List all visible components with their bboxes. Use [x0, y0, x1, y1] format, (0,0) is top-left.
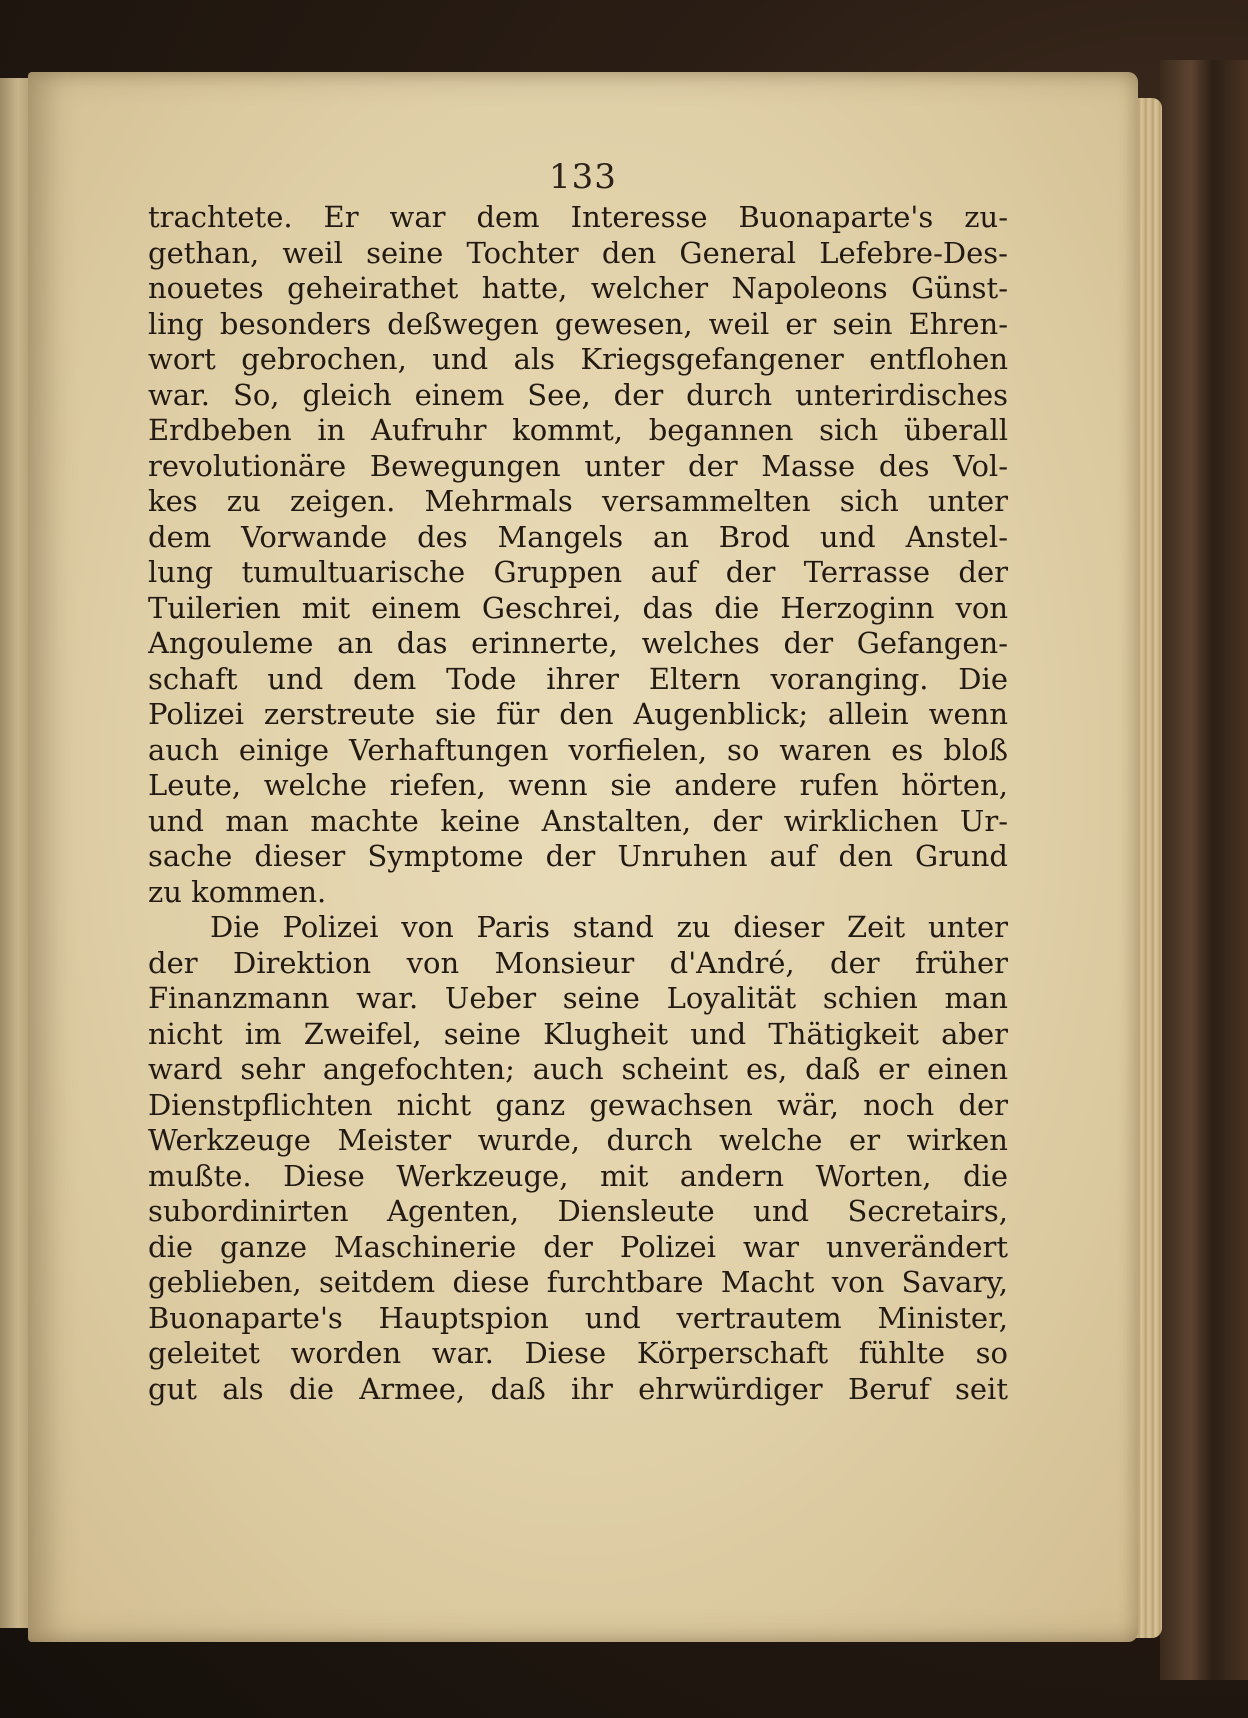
book-page	[28, 72, 1138, 1642]
text-line: der Direktion von Monsieur d'André, der früher	[148, 945, 1008, 980]
text-line: geleitet worden war. Diese Körperschaft fühlte so	[148, 1336, 1008, 1370]
text-line: gut als die Armee, daß ihr ehrwürdiger Beruf seit	[148, 1371, 1008, 1406]
text-line: die ganze Maschinerie der Polizei war unverändert	[148, 1229, 1008, 1264]
text-line: kes zu zeigen. Mehrmals versammelten sich unter	[148, 484, 1008, 518]
text-line: lung tumultuarische Gruppen auf der Terrasse der	[148, 555, 1008, 589]
text-line: Angouleme an das erinnerte, welches der Gefangen-	[148, 626, 1008, 660]
text-line: Finanzmann war. Ueber seine Loyalität schien man	[148, 981, 1008, 1015]
text-line: ling besonders deßwegen gewesen, weil er sein Ehren-	[148, 306, 1008, 341]
text-line: subordinirten Agenten, Diensleute und Secretairs,	[148, 1194, 1008, 1228]
text-line: Erdbeben in Aufruhr kommt, begannen sich überall	[148, 413, 1008, 447]
text-line: Dienstpflichten nicht ganz gewachsen wär, noch der	[148, 1087, 1008, 1122]
text-line: sache dieser Symptome der Unruhen auf den Grund	[148, 839, 1008, 873]
book-cover-edge	[1160, 60, 1248, 1680]
text-line: Werkzeuge Meister wurde, durch welche er wirken	[148, 1123, 1008, 1157]
text-line: ward sehr angefochten; auch scheint es, daß er einen	[148, 1052, 1008, 1086]
text-line: Leute, welche riefen, wenn sie andere rufen hörten,	[148, 768, 1008, 802]
text-line: Buonaparte's Hauptspion und vertrautem Minister,	[148, 1300, 1008, 1335]
page-text	[148, 200, 1008, 1407]
text-line: revolutionäre Bewegungen unter der Masse des Vol-	[148, 448, 1008, 483]
text-line: geblieben, seitdem diese furchtbare Macht von Savary,	[148, 1265, 1008, 1299]
text-line: und man machte keine Anstalten, der wirklichen Ur-	[148, 803, 1008, 838]
text-line: Die Polizei von Paris stand zu dieser Zeit unter	[210, 910, 1008, 944]
text-line: wort gebrochen, und als Kriegsgefangener entflohen	[148, 342, 1008, 376]
text-line: auch einige Verhaftungen vorfielen, so waren es bloß	[148, 732, 1008, 767]
left-page-edge	[0, 78, 30, 1628]
text-line: Polizei zerstreute sie für den Augenblick; allein wenn	[148, 697, 1008, 731]
text-line: zu kommen.	[148, 874, 327, 909]
text-line: trachtete. Er war dem Interesse Buonaparte's zu-	[148, 200, 1008, 234]
text-line: nouetes geheirathet hatte, welcher Napoleons Günst-	[148, 271, 1008, 305]
text-line: dem Vorwande des Mangels an Brod und Anstel-	[148, 519, 1008, 554]
text-line: gethan, weil seine Tochter den General Lefebre-Des-	[148, 235, 1008, 270]
text-line: war. So, gleich einem See, der durch unterirdisches	[148, 377, 1008, 412]
text-line: schaft und dem Tode ihrer Eltern voranging. Die	[148, 661, 1008, 696]
text-line: mußte. Diese Werkzeuge, mit andern Worten, die	[148, 1158, 1008, 1193]
text-line: nicht im Zweifel, seine Klugheit und Thätigkeit aber	[148, 1016, 1008, 1051]
text-line: Tuilerien mit einem Geschrei, das die Herzoginn von	[148, 590, 1008, 625]
page-number: 133	[549, 157, 617, 197]
